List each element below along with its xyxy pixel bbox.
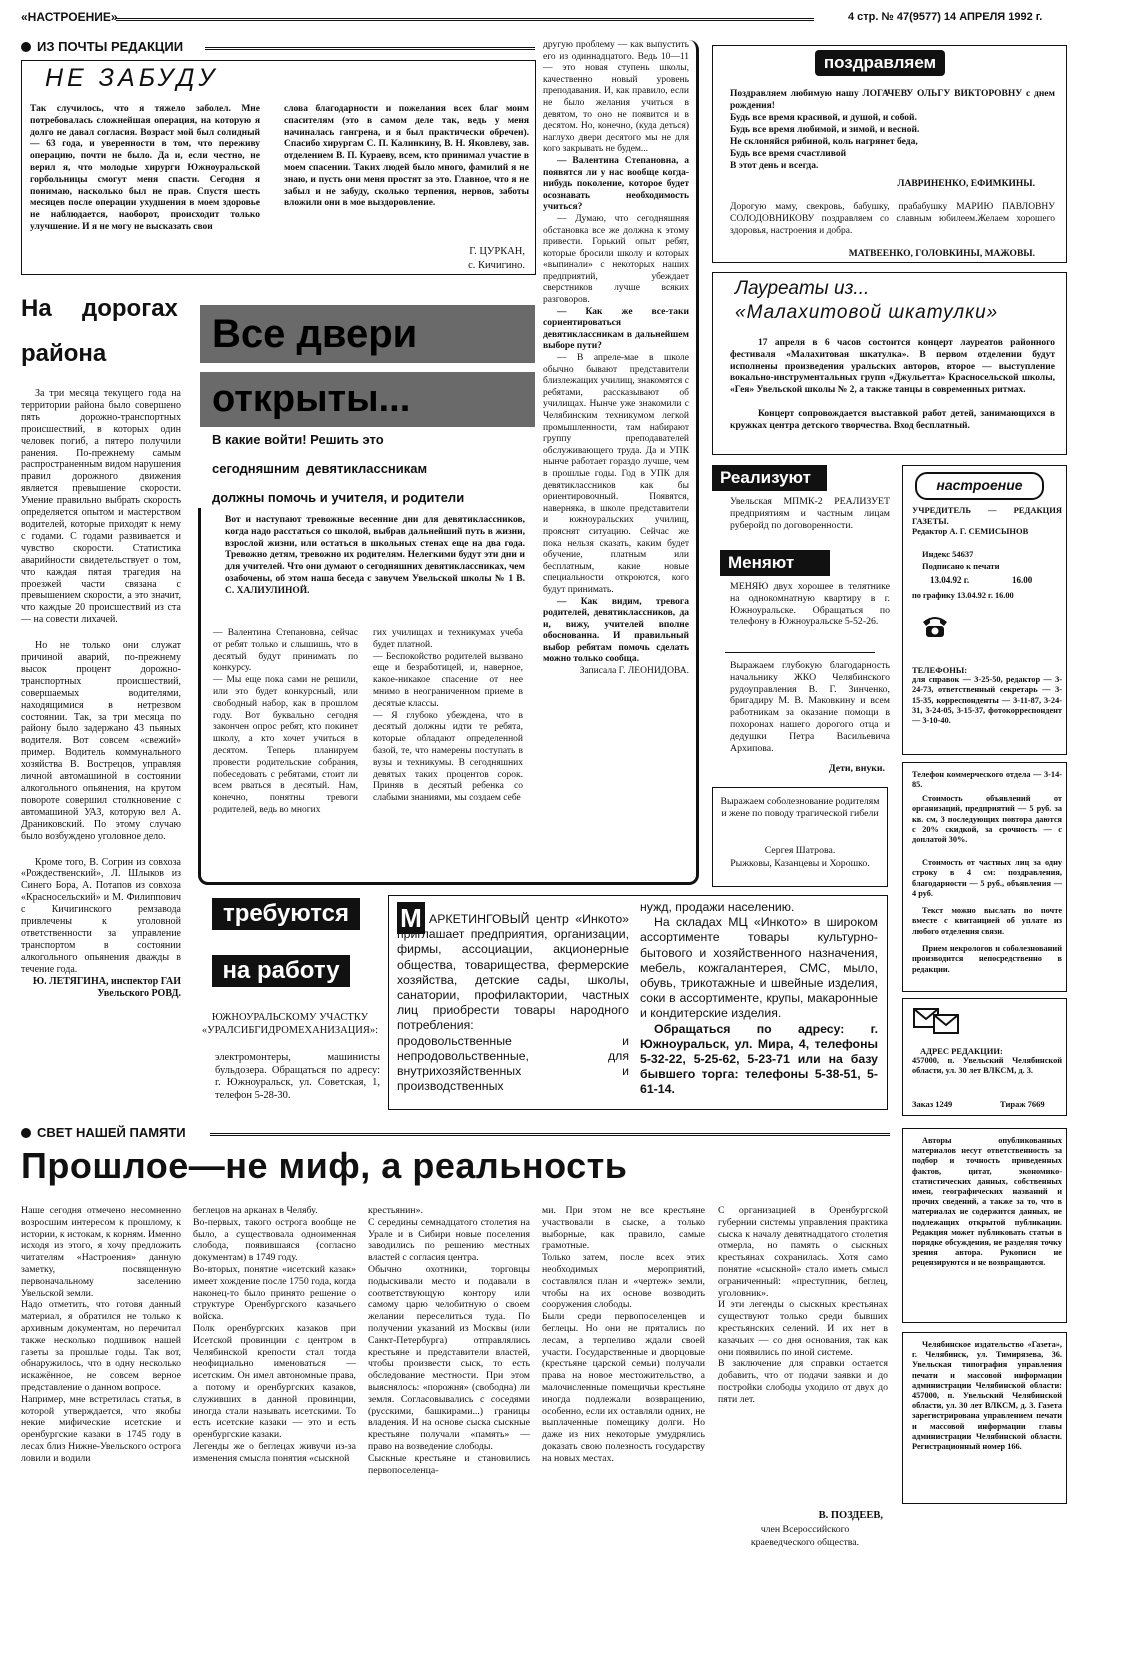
incoto-letter: М: [397, 902, 425, 934]
ads-price: Стоимость объявлений от организаций, предприятий — 5 руб. за кв. см, 3 последующих повтора даются с 20% скидкой, за срочность — с доплатой 30%.: [912, 794, 1062, 845]
ads-phone: Телефон коммерческого отдела — 3-14-85.: [912, 770, 1062, 790]
roads-title-2: дорогах: [82, 295, 178, 322]
jobs-title-2: на работу: [212, 955, 350, 987]
incoto-col1: [397, 912, 629, 1094]
imprint-signed: Подписано к печати: [922, 561, 1000, 571]
roads-title-3: района: [21, 340, 107, 367]
imprint-phones-title: ТЕЛЕФОНЫ:: [912, 665, 968, 675]
authors-text: Авторы опубликованных материалов несут ответственность за подбор и точность приведенных фактов, цитат, экономико-статистических данных, собственных имен, географических названий и прочих сведений, а также за то, что в материалах не содержится данных, не подлежащих открытой публикации. Редакция может публиковать статьи в порядке обсуждения, не разделяя точку зрения автора. Рукописи не рецензируются и не возвращаются.: [912, 1136, 1062, 1268]
history-title: Прошлое—не миф, а реальность: [21, 1145, 628, 1186]
laureates-title-1: Лауреаты из...: [735, 278, 870, 299]
doors-c2: — Валентина Степановна, а появятся ли у нас вообще когда-нибудь поколение, которое будет осознавать необходимость учиться?: [543, 155, 689, 213]
mail-signature: Г. ЦУРКАН,: [469, 246, 525, 257]
imprint-index: Индекс 54637: [922, 549, 974, 559]
exchange-body: МЕНЯЮ двух хорошее в телятнике на однокомнатную квартиру в г. Южноуральске. Обращаться по телефону в Южноуральске 5-52-26.: [730, 581, 890, 628]
condolence-body: Выражаем соболезнование родителям и жене по поводу трагической гибели: [720, 796, 880, 819]
incoto-fourth: Обращаться по адресу: г. Южноуральск, ул. Мира, 4, телефоны 5-32-22, 5-25-62, 5-23-71 или на базу бывшего торга: телефоны 5-38-51, 5-61-14.: [640, 1021, 878, 1097]
exchange-bar: Меняют: [720, 550, 830, 576]
ads-obit: Прием некрологов и соболезнований производится непосредственно в редакции.: [912, 944, 1062, 974]
doors-col-c: [543, 40, 689, 678]
ads-mail: Текст можно выслать по почте вместе с квитанцией об уплате из любого отделения связи.: [912, 906, 1062, 936]
doors-sub-3: должны помочь и учителя, и родители: [212, 490, 465, 505]
imprint-logo: настроение: [915, 472, 1044, 500]
order-number: Заказ 1249: [912, 1099, 953, 1109]
congrats-sign1: ЛАВРИНЕНКО, ЕФИМКИНЫ.: [897, 179, 1035, 189]
history-col-4: ми. При этом не все крестьяне участвовали в сыске, а только выборные, как правило, самые грамотные. Только затем, после всех этих необходимых мероприятий, составлялся план и «чертеж» земли, чтобы на их основе возводить сооружения слободы. Были среди первопоселенцев и беглецы. Но они не прятались по лесам, а терпеливо ждали своей участи. Государственные и дворцовые (крестьяне царской семьи) получали права на новое местожительство, а малочисленные помещичьи крестьяне иногда подлежали возвращению, особенно, если их оставляли одних, не выплаченные помещику долги. Но даже из них некоторые умудрялись доказать свою полезность государству на новых местах.: [542, 1205, 705, 1464]
laureates-body: 17 апреля в 6 часов состоится концерт лауреатов районного фестиваля «Малахитовая шкатулка». В первом отделении будут исполнены произведения уральских авторов, второе — выступление вокально-инструментальных групп «Джульетта» Красносельской школы, «Гея» Увельской школы № 2, а также танцы в современных ритмах.: [730, 338, 1055, 396]
printer-text: Челябинское издательство «Газета», г. Челябинск, ул. Тимирязева, 36. Увельская типография управления печати и массовой информации администрации Челябинской области: 457000, п. Увельский Челябинской области, ул. 30 лет ВЛКСМ, д. 3. Газета зарегистрирована управлением печати и массовой информации главы администрации Челябинской области. Регистрационный номер 166.: [912, 1340, 1062, 1452]
incoto-list: продовольственные и непродовольственные, для внутрихозяйственных и производственных: [397, 1033, 629, 1094]
masthead-issue: 4 стр. № 47(9577) 14 АПРЕЛЯ 1992 г.: [848, 11, 1043, 23]
condolence-sign: Рыжковы, Казанцевы и Хорошко.: [730, 858, 870, 869]
history-col-2: беглецов на арканах в Челябу. Во-первых, такого острога вообще не было, а существовала одноименная слобода, появившаяся (согласно документам) в 1749 году. Во-вторых, понятие «исетский казак» имеет хождение после 1750 года, когда наконец-то было принято решение о структуре Оренбургского казачьего войска. Полк оренбургских казаков при Исетской провинции с центром в Челябинской крепости стал тогда неофициально именоваться — исетским. Он имел автономные права, а потому и оренбургских казаков, служивших в данной провинции, иногда стали называть исетскими. То есть исетские казаки — это и есть оренбургские казаки. Легенды же о беглецах живучи из-за изменения смысла понятия «сыскной: [193, 1205, 356, 1464]
roads-p1: За три месяца текущего года на территории района было совершено пять дорожно-транспортных происшествий, в которых один человек погиб, а пятеро получили ранения. По-прежнему самым распространенным видом нарушения правил дорожного движения является превышение скорости. Умение правильно выбрать скорость определяется опытом и мастерством водителей, которые приходят к нему с годами. С годами развивается и чувство скорости. Статистика аварийности свидетельствует о том, что каждая пятая трагедия на проезжей части связана с превышением скорости, а это значит, что каждые 20 происшествий из ста — на совести лихачей.: [21, 388, 181, 626]
sell-bar: Реализуют: [712, 465, 827, 491]
doors-sub-1: В какие войти! Решить это: [212, 432, 384, 447]
congrats-sign2: МАТВЕЕНКО, ГОЛОВКИНЫ, МАЖОВЫ.: [848, 249, 1035, 259]
masthead-paper: «НАСТРОЕНИЕ»: [21, 10, 118, 24]
incoto-first: АРКЕТИНГОВЫЙ центр «Инкото» приглашает предприятия, организации, фирмы, ассоциации, акционерные общества, товарищества, фермерские хозяйства, детские сады, школы, санатории, профилактории, частных лиц приобрести товары народного потребления:: [397, 912, 629, 1033]
mail-rubric: ИЗ ПОЧТЫ РЕДАКЦИИ: [21, 39, 183, 54]
doors-col-a: — Валентина Степановна, сейчас от ребят только и слышишь, что в десятый будут принимать по конкурсу. — Мы еще пока сами не решили, или это будет конкурсный, или свободный набор, как в прошлом году. Вот буквально сегодня закончен опрос ребят, кто покинет школу, а кто хочет учиться в десятом. Теперь планируем провести родительские собрания, побеседовать с ребятами, стоит ли всем рваться в десятый. Нам, конечно, понятны тревоги родителей, ведь во многих: [213, 628, 358, 815]
mail-title: НЕ ЗАБУДУ: [45, 64, 219, 92]
doors-c4: — Как же все-таки сориентироваться девятиклассникам в дальнейшем выборе пути?: [543, 306, 689, 352]
history-rubric-rule: [210, 1133, 890, 1136]
sell-body: Увельская МПМК-2 РЕАЛИЗУЕТ предприятиям и частным лицам руберойд по договоренности.: [730, 496, 890, 531]
condolence-name: Сергея Шатрова.: [764, 845, 836, 856]
congrats-poem: Будь все время красивой, и душой, и собой. Будь все время любимой, и зимой, и весной. Не склоняйся рябиной, коль нагрянет беда, Будь все время счастливой В этот день и всегда.: [730, 113, 920, 171]
history-col-3: крестьянин». С середины семнадцатого столетия на Урале и в Сибири новые поселения заводились по решению местных властей с согласия центра. Обычно охотники, торговцы подыскивали место и подавали в соответствующую контору или самому царю челобитную о своем желании переселиться туда. По получении указаний из Москвы (или Санкт-Петербурга) отправлялись крестьяне и представители властей, чтобы произвести сыск, то есть обследование местности. При этом выяснялось: «порожня» (свободна) ли земля. Согласовывались с соседями (русскими, башкирами...) границы владения. И на основе сыска сыскные крестьяне получали «память» — право на возведение слободы. Сыскные крестьяне и становились первопоселенца-: [368, 1205, 530, 1476]
bullet-icon: [21, 42, 31, 52]
roads-p2: Но не только они служат причиной аварий, по-прежнему высок процент дорожно-транспортных происшествий, совершаемых водителями, находящимися в нетрезвом состоянии. Так, за три месяца по району было задержано 43 пьяных водителя. Вот совсем «свежий» пример. Водитель коммунального хозяйства В. Вострецов, управляя личной автомашиной в состоянии алкогольного опьянения, на крутом повороте совершил столкновение с автомашиной УАЗ, которую вел А. Драниковский. По этому случаю было возбуждено уголовное дело.: [21, 640, 181, 842]
separator: [725, 652, 875, 653]
jobs-head: ЮЖНОУРАЛЬСКОМУ УЧАСТКУ «УРАЛСИБГИДРОМЕХАНИЗАЦИЯ»:: [201, 1012, 379, 1036]
history-sign: В. ПОЗДЕЕВ,: [818, 1510, 883, 1521]
jobs-body: электромонтеры, машинисты бульдозера. Обращаться по адресу: г. Южноуральск, ул. Советская, 1, телефон 5-28-30.: [215, 1052, 380, 1101]
congrats-p1: Поздравляем любимую нашу ЛОГАЧЕВУ ОЛЬГУ ВИКТОРОВНУ с днем рождения!: [730, 89, 1055, 111]
doors-sub-2: сегодняшним девятиклассникам: [212, 461, 428, 476]
congrats-logo: поздравляем: [815, 50, 945, 76]
mail-col1: Так случилось, что я тяжело заболел. Мне потребовалась сложнейшая операция, на которую я долго не давал согласия. Возраст мой был солидный — 63 года, и уверенности в том, что переживу операцию, почти не было. Да и, если честно, не верил я, что молодые хирурги Южноуральской горбольницы смогут меня спасти. Сегодня я понимаю, насколько был не прав. Спустя шесть месяцев после операции ухудшения в моем здоровье не наблюдается, наоборот, происходит только улучшение. И я не могу не высказать свои: [30, 104, 260, 232]
history-col-5: С организацией в Оренбургской губернии системы управления практика сыска к началу девятнадцатого столетия отмерла, но память о сыскных крестьянах сохранилась. Хотя само понятие «сыскной» стало иметь смысл ограниченный: «преступник, беглец, уголовник». И эти легенды о сыскных крестьянах существуют только среди бывших крестьянских селений. И их нет в казачьих — со дня основания, так как они появились по иной системе. В заключение для справки остается добавить, что от подачи заявки и до постройки слободы уходило от двух до пяти лет.: [718, 1205, 888, 1405]
doors-c1: другую проблему — как выпустить его из одиннадцатого. Ведь 10—11 — это новая ступень школы, качественно новый уровень преподавания. И, как правило, если не было желания учиться в девятом, то оно не появится и в десятом. Но, конечно, (куда деться) наглухо двери десятого мы не для кого закрывать не будем...: [543, 40, 689, 155]
doors-c6: — Как видим, тревога родителей, девятиклассников, да и, вижу, учителей вполне обоснованна. И правильный выбор ребятам помочь сделать можно только сообща.: [543, 596, 689, 665]
history-rubric: СВЕТ НАШЕЙ ПАМЯТИ: [21, 1125, 186, 1140]
incoto-second: нужд, продажи населению.: [640, 900, 795, 914]
laureates-title-2: «Малахитовой шкатулки»: [735, 302, 999, 323]
print-run: Тираж 7669: [1000, 1099, 1045, 1109]
imprint-date: 13.04.92 г.: [930, 575, 970, 585]
doors-c3: — Думаю, что сегодняшняя обстановка все же должна к этому привести. Горький опыт ребят, которые бросили школу и которых «выпинали» с некоторых наших предприятий, убеждает сверстников лучше всяких разговоров.: [543, 213, 689, 306]
thanks-body: Выражаем глубокую благодарность начальнику ЖКО Челябинского рудоуправления В. Г. Зинченко, бригадиру М. В. Маковкину и всем работникам за оказание помощи в похоронах нашего дорогого отца и дедушки Петра Васильевича Архипова.: [730, 660, 890, 754]
incoto-col2: [640, 900, 878, 1098]
imprint-time: 16.00: [1012, 575, 1033, 585]
address-title: АДРЕС РЕДАКЦИИ:: [920, 1046, 1003, 1056]
roads-body: [21, 388, 181, 999]
imprint-founder: УЧРЕДИТЕЛЬ — РЕДАКЦИЯ ГАЗЕТЫ.: [912, 505, 1062, 526]
history-sign-2: член Всероссийского краеведческого общества.: [750, 1524, 860, 1548]
roads-sign: Ю. ЛЕТЯГИНА, инспектор ГАИ Увельского РОВД.: [32, 975, 181, 999]
imprint-schedule: по графику 13.04.92 г. 16.00: [912, 591, 1014, 600]
mail-col2: слова благодарности и пожелания всех благ моим спасителям (это в самом деле так, ведь у меня начиналась гангрена, и я был практически обречен). Спасибо хирургам С. П. Калинкину, В. Н. Яковлеву, зав. отделением В. П. Курaеву, всем, кто принимал участие в моем спасении. Таких людей было много, фамилий я не знаю, и пусть они меня простят за это. Главное, что я не забыл и не забуду, сколько терпения, нервов, заботы вложили они в мое выздоровление.: [284, 104, 529, 209]
doors-title-1: Все двери: [200, 305, 535, 363]
imprint-phones: для справок — 3-25-50, редактор — 3-24-73, ответственный секретарь — 3-15-35, корреспонденты — 3-11-87, 3-24-31, 3-24-05, 3-15-37, фотокорреспондент — 3-10-40.: [912, 675, 1062, 726]
address-text: 457000, п. Увельский Челябинской области, ул. 30 лет ВЛКСМ, д. 3.: [912, 1056, 1062, 1076]
mail-place: с. Кичигино.: [468, 260, 525, 271]
imprint-editor: Редактор А. Г. СЕМИСЫНОВ: [912, 526, 1029, 536]
doors-lead: Вот и наступают тревожные весенние дни для девятиклассников, когда надо расстаться со школой, выбрав дальнейший путь в жизни, взрослой жизни, или остаться в школьных стенах еще на два года. Тревожно детям, тревожно их родителям. Нелегкими будут эти дни и для учителей. Что они думают о сегодняшних девятиклассниках, чем озабочены, об этом наша беседа с завучем Увельской школы № 1 В. С. ХАЛИУЛИНОЙ.: [225, 515, 525, 596]
doors-c5: — В апреле-мае в школе обычно бывают представители близлежащих училищ, знакомятся с ребятами, рассказывают об училищах. Нынче уже знакомили с Челябинским техникумом легкой промышленности, там набирают группу преподавателей обслуживающего труда. Да и УПК нынче работает гораздо лучше, чем в прошлые годы. Год в УПК для девятиклассников как бы ориентировочный. Появятся, наверняка, в школе представители и южноуральских училищ, прояснят ситуацию. Сейчас же пока нельзя сказать, каким будет обучение, платным или бесплатным, какие новые специальности откроются, кого будут принимать.: [543, 353, 689, 595]
doors-title-2: открыты...: [200, 372, 535, 427]
history-col-1: Наше сегодня отмечено несомненно возросшим интересом к прошлому, к истории, к истокам, к корням. Именно исходя из этого, я хочу предложить читателям «Настроения» данную заметку, посвященную первоначальному заселению Увельской земли. Надо отметить, что готовя данный материал, я обратился не только к архивным документам, но перечитал также несколько подшивок нашей газеты за прошлые годы. Так вот, обнаружилось, что в одну несколько искажённое, не совсем верное представление о данном вопросе. Например, мне встретилась статья, в которой утверждается, что якобы некие мифические исетские и оренбургские казаки в 1745 году в лесах близ Нижне-Увельского острога ловили и водили: [21, 1205, 181, 1464]
roads-p3: Кроме того, В. Согрин из совхоза «Рождественский», Л. Шлыков из Синего Бора, А. Потапов из совхоза «Красносельский» и М. Филиппович с Кичигинского ремзавода привлечены к уголовной ответственности за управление транспортом в состоянии алкогольного опьянения дважды в течение года.: [21, 856, 181, 975]
incoto-third: На складах МЦ «Инкото» в широком ассортименте товары культурно-бытового и хозяйственного назначения, мебель, кожгалантерея, СМС, мыло, обувь, трикотажные и швейные изделия, соки в ассортименте, крупы, макаронные и кондитерские изделия.: [640, 915, 878, 1021]
bullet-icon: [21, 1128, 31, 1138]
doors-c7: Записала Г. ЛЕОНИДОВА.: [579, 666, 689, 677]
congrats-p2: Дорогую маму, свекровь, бабушку, прабабушку МАРИЮ ПАВЛОВНУ СОЛОДОВНИКОВУ поздравляем со славным юбилеем.Желаем хорошего здоровья, настроения и добра.: [730, 202, 1055, 236]
thanks-sign: Дети, внуки.: [828, 763, 885, 774]
envelope-icon: [912, 1005, 962, 1037]
doors-col-b: гих училищах и техникумах учеба будет платной. — Беспокойство родителей вызвано еще и безработицей, и, наверное, какое-никакое спасение от нее мнимо в неограниченном приеме в десятые классы. — Я глубоко убеждена, что в десятый должны идти те ребята, которые обладают определенной базой, те, что намерены поступать в вузы и техникумы. В сегодняшних девятых таких процентов сорок. Приняв в десятый ребенка со слабыми знаниями, мы создаем себе: [373, 628, 523, 804]
roads-title-1: На: [21, 295, 52, 322]
masthead-rule: [116, 18, 814, 21]
ads-private: Стоимость от частных лиц за одну строку в 4 см: поздравления, благодарности — 5 руб., объявления — 4 руб.: [912, 858, 1062, 898]
jobs-title-1: требуются: [212, 898, 360, 930]
laureates-body-2: Концерт сопровождается выставкой работ детей, занимающихся в кружках центра детского творчества. Вход бесплатный.: [730, 409, 1055, 431]
phone-icon: [920, 612, 950, 640]
